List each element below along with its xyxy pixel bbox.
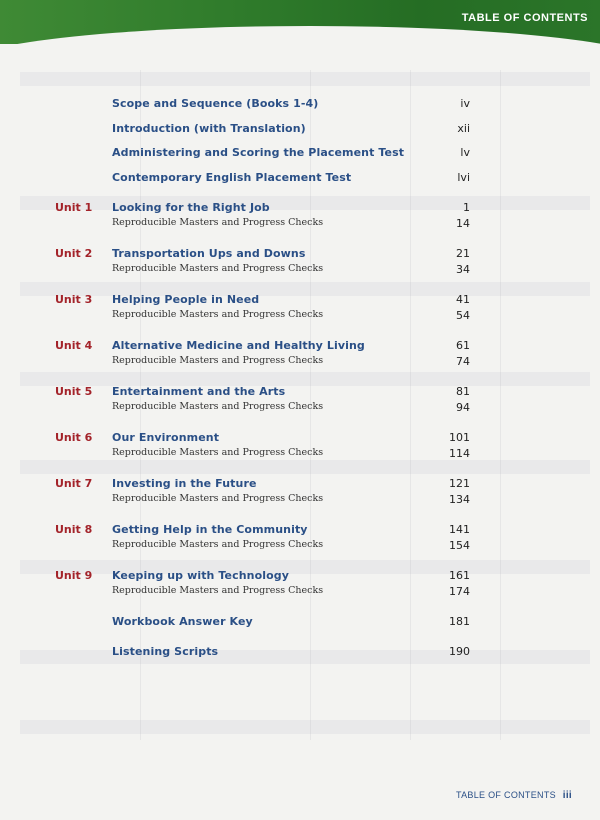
sub-entry-page: 154 <box>449 539 470 552</box>
sub-entry-page: 94 <box>456 401 470 414</box>
sub-entry-title: Reproducible Masters and Progress Checks <box>112 309 324 320</box>
entry-title: Contemporary English Placement Test <box>112 171 352 184</box>
unit-label: Unit 1 <box>55 201 93 214</box>
toc-sub-entry[interactable] <box>0 447 600 465</box>
sub-entry-title: Reproducible Masters and Progress Checks <box>112 585 324 596</box>
unit-title: Helping People in Need <box>112 293 260 306</box>
unit-title: Our Environment <box>112 431 220 444</box>
page-footer <box>456 790 572 801</box>
entry-title: Scope and Sequence (Books 1-4) <box>112 97 319 110</box>
unit-page: 61 <box>456 339 470 352</box>
unit-page: 41 <box>456 293 470 306</box>
unit-page: 21 <box>456 247 470 260</box>
toc-sub-entry[interactable] <box>0 401 600 419</box>
unit-label: Unit 5 <box>55 385 93 398</box>
toc-entry[interactable] <box>0 122 600 140</box>
sub-entry-title: Reproducible Masters and Progress Checks <box>112 217 324 228</box>
sub-entry-title: Reproducible Masters and Progress Checks <box>112 263 324 274</box>
sub-entry-title: Reproducible Masters and Progress Checks <box>112 401 324 412</box>
unit-title: Entertainment and the Arts <box>112 385 286 398</box>
sub-entry-page: 74 <box>456 355 470 368</box>
sub-entry-title: Reproducible Masters and Progress Checks <box>112 447 324 458</box>
unit-title: Looking for the Right Job <box>112 201 270 214</box>
entry-page: lvi <box>457 171 470 184</box>
unit-label: Unit 7 <box>55 477 93 490</box>
toc-sub-entry[interactable] <box>0 539 600 557</box>
sub-entry-page: 54 <box>456 309 470 322</box>
unit-label: Unit 2 <box>55 247 93 260</box>
toc-entry[interactable] <box>0 171 600 189</box>
sub-entry-page: 14 <box>456 217 470 230</box>
toc-entry[interactable] <box>0 97 600 115</box>
entry-page: 190 <box>449 645 470 658</box>
footer-label: TABLE OF CONTENTS <box>455 790 556 800</box>
unit-label: Unit 8 <box>55 523 93 536</box>
entry-title: Introduction (with Translation) <box>112 122 306 135</box>
entry-title: Workbook Answer Key <box>112 615 253 628</box>
unit-label: Unit 9 <box>55 569 93 582</box>
toc-sub-entry[interactable] <box>0 355 600 373</box>
unit-title: Investing in the Future <box>112 477 257 490</box>
sub-entry-page: 134 <box>449 493 470 506</box>
sub-entry-title: Reproducible Masters and Progress Checks <box>112 493 324 504</box>
entry-page: 181 <box>449 615 470 628</box>
entry-title: Administering and Scoring the Placement Test <box>112 146 405 159</box>
entry-page: xii <box>457 122 470 135</box>
toc-entry[interactable] <box>0 645 600 663</box>
unit-page: 121 <box>449 477 470 490</box>
unit-label: Unit 4 <box>55 339 93 352</box>
unit-page: 101 <box>449 431 470 444</box>
sub-entry-title: Reproducible Masters and Progress Checks <box>112 539 324 550</box>
unit-title: Getting Help in the Community <box>112 523 308 536</box>
toc-entry[interactable] <box>0 615 600 633</box>
entry-page: lv <box>460 146 470 159</box>
unit-page: 141 <box>449 523 470 536</box>
sub-entry-page: 174 <box>449 585 470 598</box>
toc-sub-entry[interactable] <box>0 309 600 327</box>
header-title: TABLE OF CONTENTS <box>461 12 588 24</box>
unit-label: Unit 6 <box>55 431 93 444</box>
unit-page: 81 <box>456 385 470 398</box>
entry-title: Listening Scripts <box>112 645 219 658</box>
sub-entry-page: 34 <box>456 263 470 276</box>
toc-sub-entry[interactable] <box>0 217 600 235</box>
footer-page-number: iii <box>562 790 572 801</box>
toc-sub-entry[interactable] <box>0 263 600 281</box>
unit-title: Alternative Medicine and Healthy Living <box>112 339 365 352</box>
sub-entry-title: Reproducible Masters and Progress Checks <box>112 355 324 366</box>
unit-page: 1 <box>463 201 470 214</box>
toc-entry[interactable] <box>0 146 600 164</box>
unit-title: Keeping up with Technology <box>112 569 290 582</box>
entry-page: iv <box>460 97 470 110</box>
unit-title: Transportation Ups and Downs <box>112 247 306 260</box>
unit-label: Unit 3 <box>55 293 93 306</box>
unit-page: 161 <box>449 569 470 582</box>
toc-sub-entry[interactable] <box>0 585 600 603</box>
toc-sub-entry[interactable] <box>0 493 600 511</box>
sub-entry-page: 114 <box>449 447 470 460</box>
